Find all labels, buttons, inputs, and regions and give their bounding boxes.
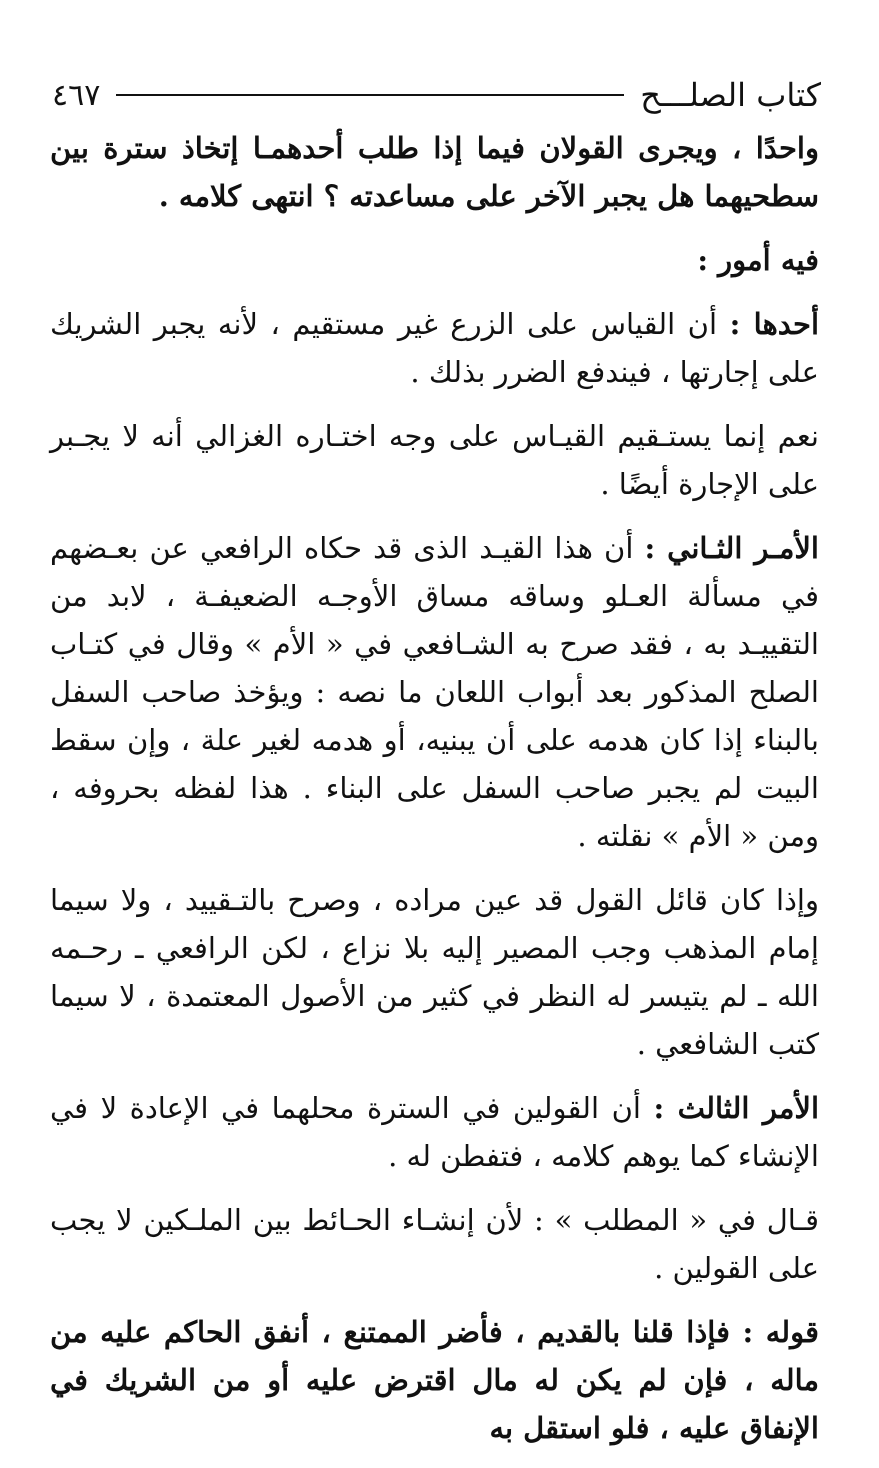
paragraph-9 [50, 1308, 819, 1452]
paragraph-7 [50, 1084, 819, 1180]
paragraph-5 [50, 524, 819, 860]
paragraph-lead: الأمـر الثـاني : [644, 531, 819, 565]
paragraph-6 [50, 876, 819, 1068]
running-header [52, 72, 821, 118]
page-number: ٤٦٧ [52, 77, 101, 113]
chapter-title: كتاب الصلـــح [640, 76, 821, 114]
paragraph-text: فيه أمور : [697, 243, 819, 277]
paragraph-text: قـال في « المطلب » : لأن إنشـاء الحـائط بين الملـكين لا يجب على القولين . [50, 1203, 819, 1285]
paragraph-4 [50, 412, 819, 508]
paragraph-text: وإذا كان قائل القول قد عين مراده ، وصرح بالتـقييد ، ولا سيما إمام المذهب وجب المصير إليه بلا نزاع ، لكن الرافعي ـ رحـمه الله ـ لم يتيسر له النظر في كثير من الأصول المعتمدة ، لا سيما كتب الشافعي . [50, 883, 819, 1061]
paragraph-text: أن القولين في السترة محلهما في الإعادة لا في الإنشاء كما يوهم كلامه ، فتفطن له . [50, 1091, 819, 1173]
paragraph-text: أن هذا القيـد الذى قد حكاه الرافعي عن بعـضهم في مسألة العـلو وساقه مساق الأوجـه الضعيفـة ، لابد من التقييـد به ، فقد صرح به الشـافعي في « الأم » وقال في كتـاب الصلح المذكور بعد أبواب اللعان ما نصه : ويؤخذ صاحب السفل بالبناء إذا كان هدمه على أن يبنيه، أو هدمه لغير علة ، وإن سقط البيت لم يجبر صاحب السفل على البناء . هذا لفظه بحروفه ، ومن « الأم » نقلته . [50, 531, 819, 853]
paragraph-2 [50, 236, 819, 284]
paragraph-1 [50, 124, 819, 220]
paragraph-text: أن القياس على الزرع غير مستقيم ، لأنه يجبر الشريك على إجارتها ، فيندفع الضرر بذلك . [50, 307, 819, 389]
paragraph-8 [50, 1196, 819, 1292]
paragraph-text: واحدًا ، ويجرى القولان فيما إذا طلب أحدهمـا إتخاذ سترة بين سطحيهما هل يجبر الآخر على مساعدته ؟ انتهى كلامه . [50, 131, 819, 213]
paragraph-text: نعم إنما يستـقيم القيـاس على وجه اختـاره الغزالي أنه لا يجـبر على الإجارة أيضًا . [50, 419, 819, 501]
page-body [50, 124, 819, 1468]
paragraph-3 [50, 300, 819, 396]
header-rule [116, 94, 624, 96]
paragraph-lead: أحدها : [729, 307, 820, 341]
paragraph-lead: الأمر الثالث : [653, 1091, 819, 1125]
paragraph-text: قوله : فإذا قلنا بالقديم ، فأضر الممتنع ، أنفق الحاكم عليه من ماله ، فإن لم يكن له مال اقترض عليه أو من الشريك في الإنفاق عليه ، فلو استقل به [50, 1315, 819, 1445]
